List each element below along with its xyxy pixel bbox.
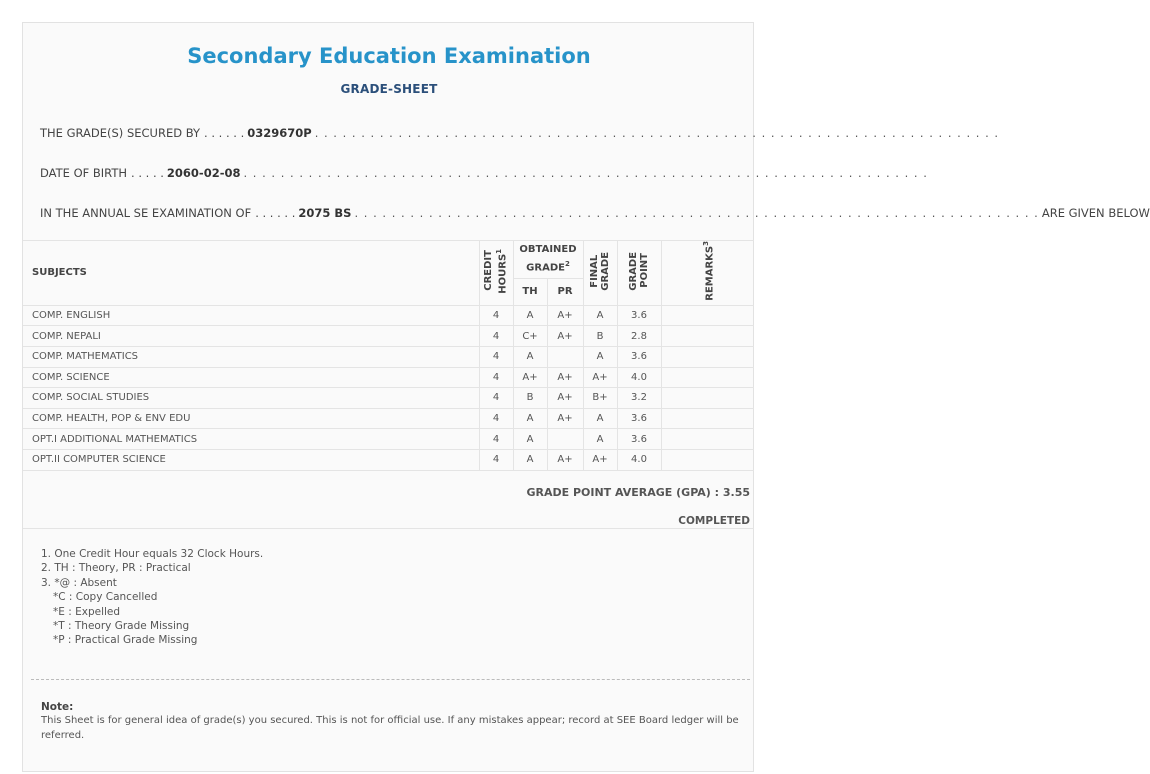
table-row [23, 346, 754, 367]
credit-cell: 4 [479, 429, 513, 450]
practical-cell: A+ [547, 449, 583, 470]
subject-cell: COMP. SCIENCE [23, 367, 479, 388]
dob-label: DATE OF BIRTH [40, 166, 128, 180]
theory-cell: C+ [513, 326, 547, 347]
remarks-cell [661, 326, 754, 347]
footnote-item: 2. TH : Theory, PR : Practical [41, 562, 191, 575]
theory-cell: A [513, 408, 547, 429]
divider [23, 528, 754, 529]
theory-cell: A [513, 346, 547, 367]
dob-line [40, 166, 928, 180]
sheet-subtitle: GRADE-SHEET [340, 82, 438, 96]
final-grade-cell: A [583, 346, 617, 367]
final-grade-cell: A [583, 305, 617, 326]
table-row [23, 305, 754, 326]
remarks-cell [661, 408, 754, 429]
table-row [23, 429, 754, 450]
grade-point-cell: 3.6 [617, 429, 661, 450]
remarks-cell [661, 305, 754, 326]
subject-cell: COMP. SOCIAL STUDIES [23, 388, 479, 409]
note-text: This Sheet is for general idea of grade(s) you secured. This is not for official use. If any mistakes appear; record at SEE Board ledger will be referred. [41, 715, 739, 741]
exam-lead-dots: . . . . . . [255, 206, 296, 220]
practical-cell: A+ [547, 367, 583, 388]
remarks-cell [661, 346, 754, 367]
gpa-summary: GRADE POINT AVERAGE (GPA) : 3.55 [526, 486, 750, 499]
practical-cell: A+ [547, 326, 583, 347]
exam-title: Secondary Education Examination [187, 44, 591, 68]
obtained-grade-header: OBTAINED GRADE$^2$ [513, 241, 583, 279]
remarks-cell [661, 388, 754, 409]
subject-cell: COMP. ENGLISH [23, 305, 479, 326]
exam-label: IN THE ANNUAL SE EXAMINATION OF [40, 206, 252, 220]
practical-cell: A+ [547, 408, 583, 429]
grade-point-cell: 3.6 [617, 408, 661, 429]
theory-cell: A+ [513, 367, 547, 388]
subject-cell: OPT.II COMPUTER SCIENCE [23, 449, 479, 470]
practical-cell: A+ [547, 388, 583, 409]
credit-cell: 4 [479, 346, 513, 367]
practical-cell [547, 346, 583, 367]
secured-by-label: THE GRADE(S) SECURED BY [40, 126, 201, 140]
remarks-cell [661, 449, 754, 470]
secured-lead-dots: . . . . . . [204, 126, 245, 140]
footnotes [41, 547, 263, 648]
credit-cell: 4 [479, 449, 513, 470]
remarks-header: REMARKS$^3$ [661, 241, 754, 306]
practical-cell: A+ [547, 305, 583, 326]
footnote-item: *T : Theory Grade Missing [53, 620, 190, 633]
final-grade-cell: B+ [583, 388, 617, 409]
table-row [23, 367, 754, 388]
grades-table [23, 240, 754, 471]
symbol-number: 0329670P [247, 126, 312, 140]
remarks-cell [661, 429, 754, 450]
subject-cell: COMP. HEALTH, POP & ENV EDU [23, 408, 479, 429]
exam-trailing-text: ARE GIVEN BELOW [1041, 206, 1150, 220]
final-grade-header: FINAL GRADE [583, 241, 617, 306]
grade-point-cell: 3.6 [617, 346, 661, 367]
dob-lead-dots: . . . . . [131, 166, 164, 180]
final-grade-cell: A [583, 429, 617, 450]
subject-cell: COMP. NEPALI [23, 326, 479, 347]
subject-cell: COMP. MATHEMATICS [23, 346, 479, 367]
subject-cell: OPT.I ADDITIONAL MATHEMATICS [23, 429, 479, 450]
theory-header: TH [513, 278, 547, 305]
theory-cell: A [513, 429, 547, 450]
table-row [23, 449, 754, 470]
credit-cell: 4 [479, 388, 513, 409]
dashed-divider [31, 679, 750, 680]
dot-leader: . . . . . . . . . . . . . . . . . . . . . . . . . . . . . . . . . . . . . . . . . . . . . . . . . . . . . . . . . . . . . . . . . . . . . . . . . . [243, 166, 928, 180]
final-grade-cell: A+ [583, 449, 617, 470]
date-of-birth: 2060-02-08 [166, 166, 241, 180]
status-text: COMPLETED [678, 515, 750, 527]
theory-cell: A [513, 305, 547, 326]
footnote-item: *C : Copy Cancelled [53, 591, 158, 604]
note-heading: Note: [41, 701, 74, 713]
grade-point-header: GRADE POINT [617, 241, 661, 306]
grade-sheet [22, 22, 1150, 772]
grade-point-cell: 3.2 [617, 388, 661, 409]
final-grade-cell: B [583, 326, 617, 347]
exam-line [40, 206, 1150, 220]
secured-by-line [40, 126, 1000, 140]
final-grade-cell: A+ [583, 367, 617, 388]
remarks-cell [661, 367, 754, 388]
dot-leader: . . . . . . . . . . . . . . . . . . . . . . . . . . . . . . . . . . . . . . . . . . . . . . . . . . . . . . . . . . . . . . . . . . . . . . . . . . [314, 126, 1000, 140]
table-row [23, 326, 754, 347]
footnote-item: *E : Expelled [53, 605, 121, 618]
table-row [23, 408, 754, 429]
grade-point-cell: 4.0 [617, 367, 661, 388]
theory-cell: A [513, 449, 547, 470]
grade-point-cell: 2.8 [617, 326, 661, 347]
footnote-item: 1. One Credit Hour equals 32 Clock Hours. [41, 548, 264, 560]
practical-header: PR [547, 278, 583, 305]
credit-hours-header: CREDIT HOURS$^1$ [479, 241, 513, 306]
dot-leader: . . . . . . . . . . . . . . . . . . . . . . . . . . . . . . . . . . . . . . . . . . . . . . . . . . . . . . . . . . . . . . . . . . . . . . . . . . [354, 206, 1039, 220]
footnote-item: 3. *@ : Absent [41, 576, 117, 589]
credit-cell: 4 [479, 408, 513, 429]
grade-point-cell: 4.0 [617, 449, 661, 470]
final-grade-cell: A [583, 408, 617, 429]
credit-cell: 4 [479, 367, 513, 388]
theory-cell: B [513, 388, 547, 409]
table-row [23, 388, 754, 409]
credit-cell: 4 [479, 305, 513, 326]
credit-cell: 4 [479, 326, 513, 347]
practical-cell [547, 429, 583, 450]
subjects-header: SUBJECTS [23, 241, 479, 306]
grade-point-cell: 3.6 [617, 305, 661, 326]
footnote-item: *P : Practical Grade Missing [53, 634, 198, 647]
exam-year: 2075 BS [298, 206, 352, 220]
